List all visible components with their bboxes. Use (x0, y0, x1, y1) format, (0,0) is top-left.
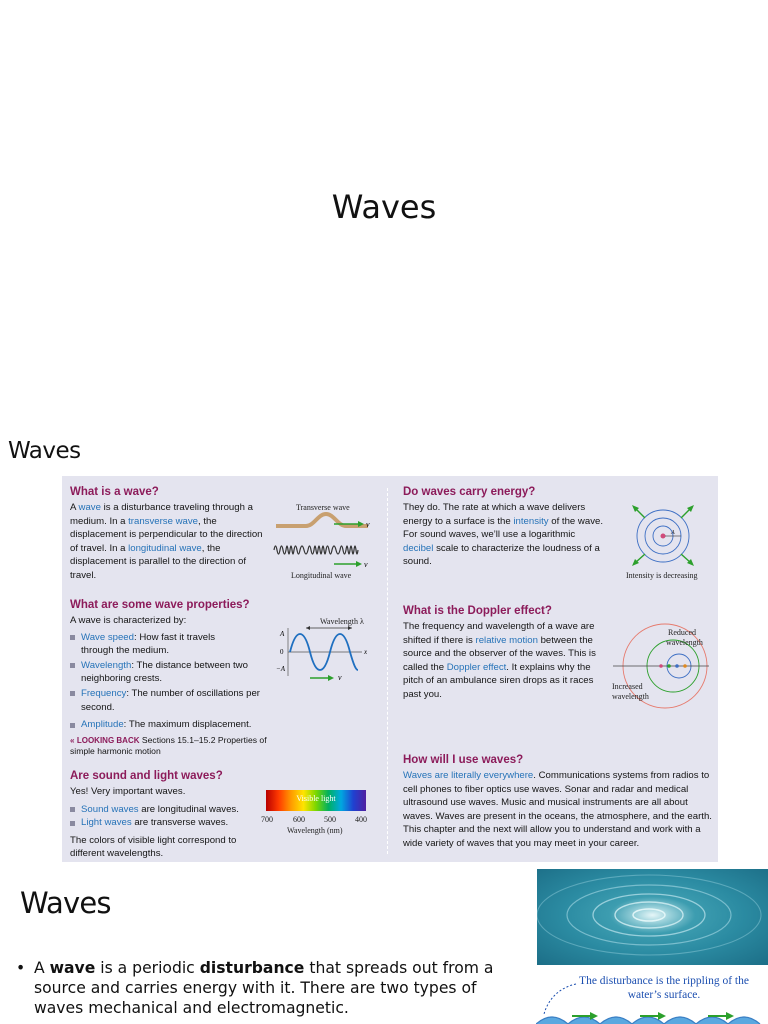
bullet-mark: • (16, 959, 26, 977)
property-wave-speed: Wave speed: How fast it travels through the medium. (70, 631, 248, 658)
spectrum-tick-700: 700 (261, 815, 273, 824)
transverse-caption: Transverse wave (296, 503, 350, 512)
ripple-rings (537, 869, 768, 965)
property-wavelength: Wavelength: The distance between two neighboring crests. (70, 659, 248, 686)
wave-definition-bullet: • A wave is a periodic disturbance that spreads out from a source and carries energy with it. There are two types of waves mechanical and electromagnetic. (16, 959, 494, 1017)
wavelength-figure (276, 614, 376, 684)
amp-zero-label: 0 (280, 648, 284, 656)
properties-heading: What are some wave properties? (70, 599, 250, 611)
property-amplitude: Amplitude: The maximum displacement. (70, 718, 290, 732)
intensity-figure (625, 500, 705, 572)
looking-back-note: « LOOKING BACK Sections 15.1–15.2 Properties of simple harmonic motion (70, 734, 267, 757)
x-label: x (364, 648, 368, 656)
use-waves-heading: How will I use waves? (403, 754, 524, 766)
sound-light-outro: The colors of visible light correspond to different wavelengths. (70, 834, 237, 860)
visible-light-label: Visible light (296, 794, 336, 803)
disturbance-caption: The disturbance is the rippling of the water’s surface. (579, 975, 749, 1001)
spectrum-tick-500: 500 (324, 815, 336, 824)
energy-text: They do. The rate at which a wave delivers energy to a surface is the intensity of the wave. For sound waves, we’ll use a logarithmic decibel scale to characterize the loudness of a sound. (403, 502, 603, 568)
spectrum-tick-400: 400 (355, 815, 367, 824)
properties-intro: A wave is characterized by: (70, 615, 187, 626)
reduced-wavelength-label-2: wavelength (666, 638, 703, 647)
increased-wavelength-label-2: wavelength (612, 692, 649, 701)
reduced-wavelength-label: Reduced (668, 628, 696, 637)
use-waves-text: Waves are literally everywhere. Communications systems from radios to cell phones to fiber optics use waves. Sonar and radar and medical ultrasound use waves. Music and musical instruments are all about waves. Waves are present in the oceans, the atmosphere, and the earth. This chapter and the next will allow you to understand and work with a wide variety of waves that you may meet in your career. (403, 770, 712, 849)
doppler-block (403, 604, 603, 702)
what-is-wave-block (70, 485, 266, 583)
visible-spectrum-bar (266, 790, 366, 811)
increased-wavelength-label: Increased (612, 682, 643, 691)
v-label-3: v (338, 673, 342, 682)
energy-heading: Do waves carry energy? (403, 486, 536, 498)
longitudinal-caption: Longitudinal wave (291, 571, 352, 580)
slide1-title: Waves (331, 188, 437, 226)
what-is-wave-heading: What is a wave? (70, 486, 159, 498)
amp-pos-label: A (280, 630, 285, 638)
use-waves-block (403, 753, 713, 851)
spectrum-axis-label: Wavelength (nm) (287, 826, 343, 835)
sound-waves-item: Sound waves are longitudinal waves. (70, 803, 270, 817)
water-ripple-photo (537, 869, 768, 965)
wave-properties-block (70, 598, 290, 758)
sound-light-intro: Yes! Very important waves. (70, 786, 186, 797)
wavelength-label: Wavelength λ (320, 617, 364, 626)
energy-block (403, 485, 603, 569)
v-label-1: v (366, 520, 370, 529)
intensity-a-marker: A (671, 530, 675, 536)
sound-light-heading: Are sound and light waves? (70, 770, 223, 782)
what-is-wave-text: A wave is a disturbance traveling through a medium. In a transverse wave, the displacement is perpendicular to the direction of travel. In a longitudinal wave, the displacement is parallel to the direction of travel. (70, 502, 263, 581)
light-waves-item: Light waves are transverse waves. (70, 816, 270, 830)
property-frequency: Frequency: The number of oscillations per second. (70, 687, 260, 714)
doppler-heading: What is the Doppler effect? (403, 605, 552, 617)
spectrum-tick-600: 600 (293, 815, 305, 824)
slide3-title: Waves (20, 886, 111, 920)
slide2-title: Waves (8, 438, 81, 464)
sound-light-block (70, 769, 270, 861)
ripple-diagram (536, 980, 768, 1024)
doppler-text: The frequency and wavelength of a wave are shifted if there is relative motion between the source and the observer of the waves. This is called the Doppler effect. It explains why the pitch of an ambulance siren drops as it races past you. (403, 621, 596, 700)
amp-neg-label: −A (276, 665, 285, 673)
transverse-longitudinal-figure (272, 512, 372, 572)
intensity-caption: Intensity is decreasing (626, 571, 698, 580)
v-label-2: v (364, 560, 368, 569)
panel-divider (387, 488, 388, 854)
